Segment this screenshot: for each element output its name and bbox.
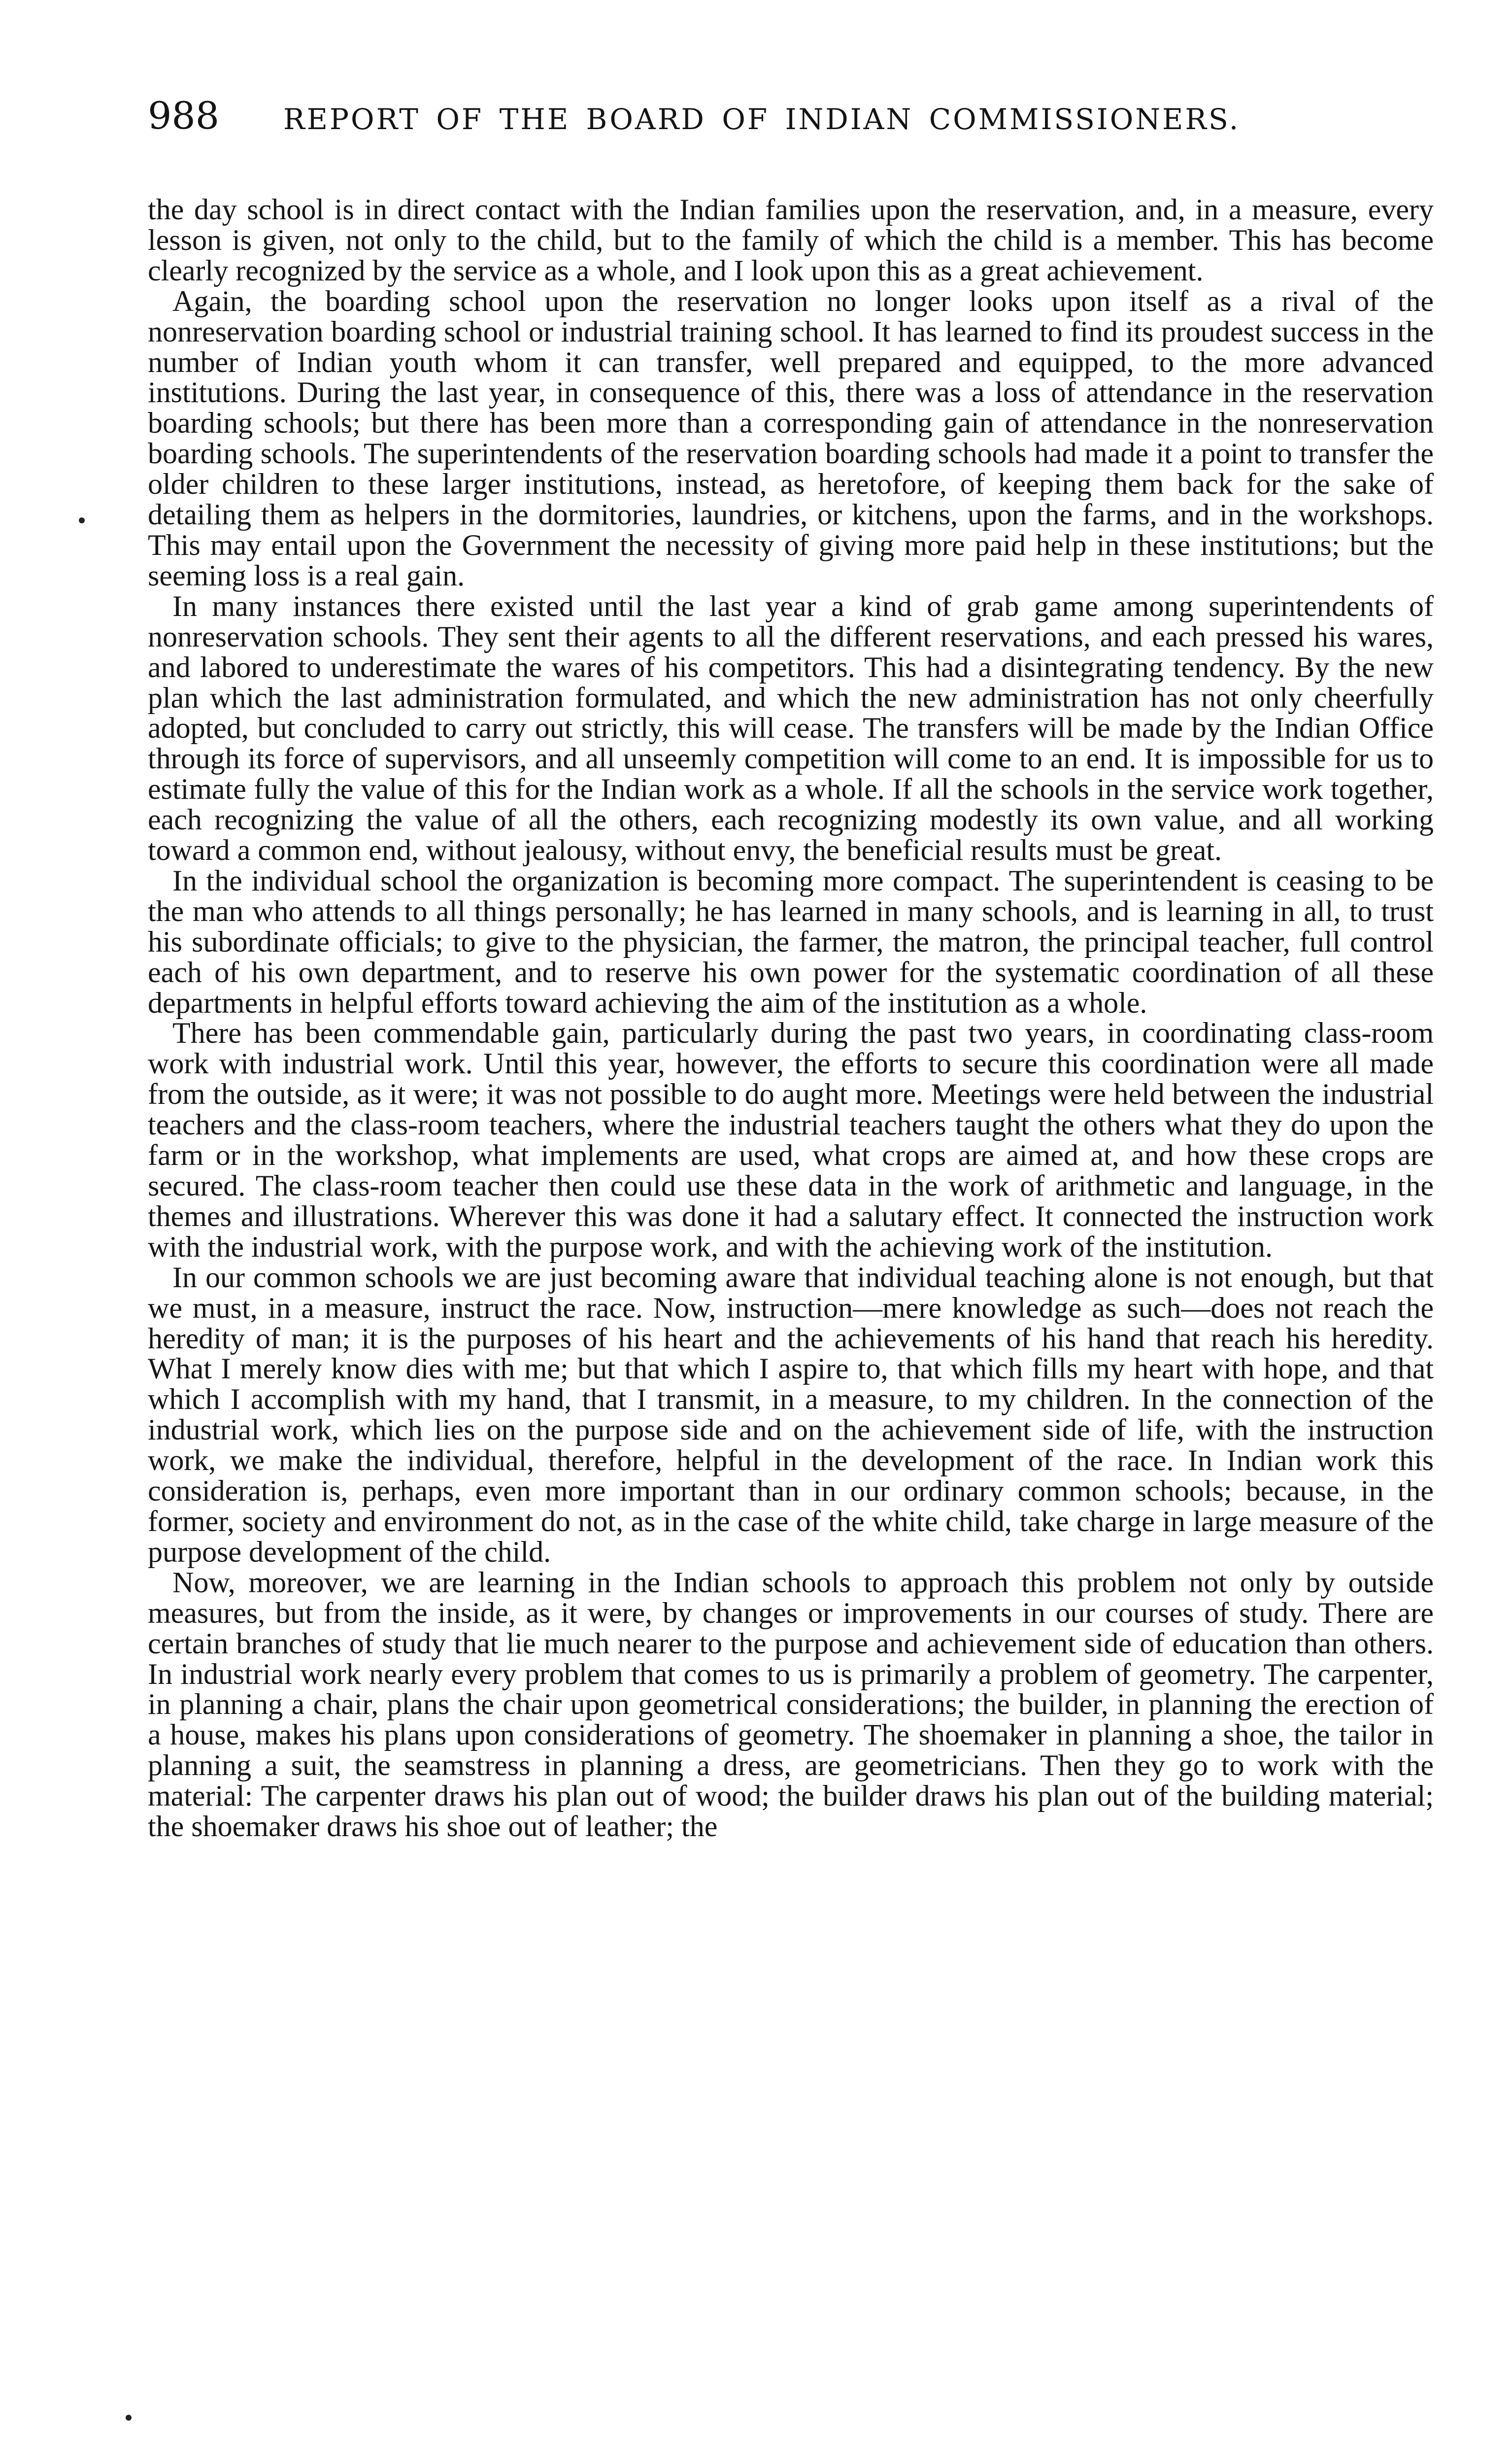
paragraph: Now, moreover, we are learning in the Indian schools to approach this problem not only by outside measures, but from the inside, as it were, by changes or improvements in our courses of study. There are certain branches of study that lie much nearer to the purpose and achievement side of education than others. In industrial work nearly every problem that comes to us is primarily a problem of geometry. The carpenter, in planning a chair, plans the chair upon geometrical considerations; the builder, in planning the erection of a house, makes his plans upon considerations of geometry. The shoemaker in planning a shoe, the tailor in planning a suit, the seamstress in planning a dress, are geometricians. Then they go to work with the material: The carpenter draws his plan out of wood; the builder draws his plan out of the building material; the shoemaker draws his shoe out of leather; the	[148, 1566, 1434, 1843]
paragraph: Again, the boarding school upon the reservation no longer looks upon itself as a rival of the nonreservation boarding school or industrial training school. It has learned to find its proudest success in the number of Indian youth whom it can transfer, well prepared and equipped, to the more advanced institutions. During the last year, in consequence of this, there was a loss of attendance in the reservation boarding schools; but there has been more than a corresponding gain of attendance in the nonreservation boarding schools. The superintendents of the reservation boarding schools had made it a point to transfer the older children to these larger institutions, instead, as heretofore, of keeping them back for the sake of detailing them as helpers in the dormitories, laundries, or kitchens, upon the farms, and in the workshops. This may entail upon the Government the necessity of giving more paid help in these institutions; but the seeming loss is a real gain.	[148, 284, 1434, 592]
page-header	[148, 91, 1291, 140]
paragraph: In many instances there existed until the last year a kind of grab game among superintendents of nonreservation schools. They sent their agents to all the different reservations, and each pressed his wares, and labored to underestimate the wares of his competitors. This had a disintegrating tendency. By the new plan which the last administration formulated, and which the new administration has not only cheerfully adopted, but concluded to carry out strictly, this will cease. The transfers will be made by the Indian Office through its force of supervisors, and all unseemly competition will come to an end. It is impossible for us to estimate fully the value of this for the Indian work as a whole. If all the schools in the service work together, each recognizing the value of all the others, each recognizing modestly its own value, and all working toward a common end, without jealousy, without envy, the beneficial results must be great.	[148, 589, 1434, 867]
paragraph: In our common schools we are just becoming aware that individual teaching alone is not enough, but that we must, in a measure, instruct the race. Now, instruction—mere knowledge as such—does not reach the heredity of man; it is the purposes of his heart and the achievements of his hand that reach his heredity. What I merely know dies with me; but that which I aspire to, that which fills my heart with hope, and that which I accomplish with my hand, that I transmit, in a measure, to my children. In the connection of the industrial work, which lies on the purpose side and on the achievement side of life, with the instruction work, we make the individual, therefore, helpful in the development of the race. In Indian work this consideration is, perhaps, even more important than in our ordinary common schools; because, in the former, society and environment do not, as in the case of the white child, take charge in large measure of the purpose development of the child.	[148, 1261, 1434, 1568]
paragraph-continuation: the day school is in direct contact with the Indian families upon the reservation, and, in a measure, every lesson is given, not only to the child, but to the family of which the child is a member. This has become clearly recognized by the service as a whole, and I look upon this as a great achievement.	[148, 195, 1434, 287]
running-title: REPORT OF THE BOARD OF INDIAN COMMISSIONERS.	[283, 103, 1241, 136]
margin-speck	[79, 517, 85, 523]
margin-speck	[126, 2415, 132, 2421]
paragraph: There has been commendable gain, particularly during the past two years, in coordinating class-room work with industrial work. Until this year, however, the efforts to secure this coordination were all made from the outside, as it were; it was not possible to do aught more. Meetings were held between the industrial teachers and the class-room teachers, where the industrial teachers taught the others what they do upon the farm or in the workshop, what implements are used, what crops are aimed at, and how these crops are secured. The class-room teacher then could use these data in the work of arithmetic and language, in the themes and illustrations. Wherever this was done it had a salutary effect. It connected the instruction work with the industrial work, with the purpose work, and with the achieving work of the institution.	[148, 1017, 1434, 1263]
page-number: 988	[148, 94, 220, 137]
body-text	[148, 195, 1434, 2353]
paragraph: In the individual school the organization is becoming more compact. The superintendent is ceasing to be the man who attends to all things personally; he has learned in many schools, and is learning in all, to trust his subordinate officials; to give to the physician, the farmer, the matron, the principal teacher, full control each of his own department, and to reserve his own power for the systematic coordination of all these departments in helpful efforts toward achieving the aim of the institution as a whole.	[148, 864, 1434, 1019]
